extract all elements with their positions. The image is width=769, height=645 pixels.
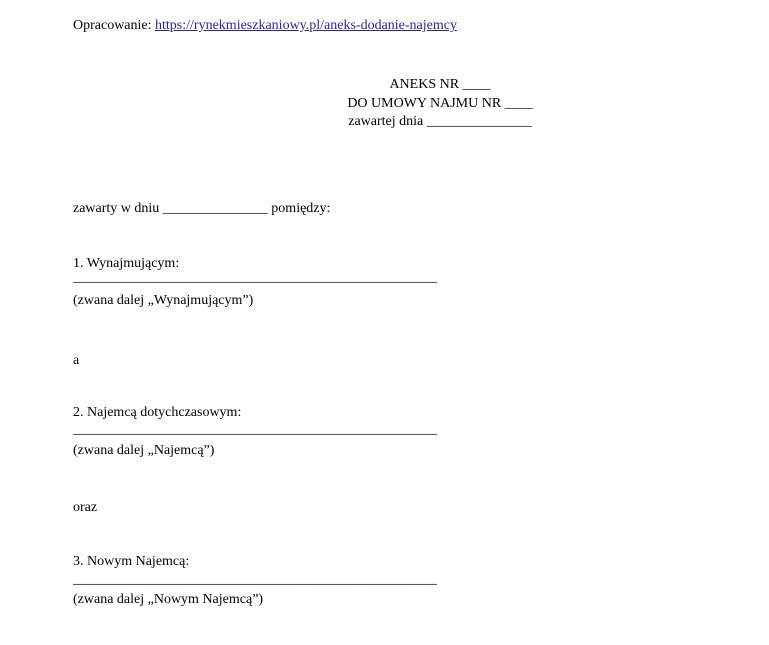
source-line: [73, 17, 457, 36]
party-3-fill-line: ____________________________________________________: [73, 572, 437, 587]
party-2-fill-line: ____________________________________________________: [73, 422, 437, 437]
document-title: [75, 76, 769, 132]
title-line-agreement-number: DO UMOWY NAJMU NR ____: [347, 95, 533, 111]
source-label: Opracowanie:: [73, 18, 156, 33]
source-link[interactable]: https://rynekmieszkaniowy.pl/aneks-dodanie-najemcy: [155, 18, 457, 33]
title-line-annex-number: ANEKS NR ____: [389, 77, 491, 92]
party-1-label: 1. Wynajmującym:: [73, 256, 180, 271]
title-line-concluded-date: zawartej dnia _______________: [348, 114, 532, 129]
party-3-alias: (zwana dalej „Nowym Najemcą”): [73, 592, 264, 607]
intro-line: zawarty w dniu _______________ pomiędzy:: [73, 201, 331, 216]
party-2-label: 2. Najemcą dotychczasowym:: [73, 405, 242, 420]
party-3-label: 3. Nowym Najemcą:: [73, 554, 190, 569]
party-2-alias: (zwana dalej „Najemcą”): [73, 443, 215, 458]
party-1-fill-line: ____________________________________________________: [73, 270, 437, 285]
connector-oraz: oraz: [73, 500, 98, 515]
party-1-alias: (zwana dalej „Wynajmującym”): [73, 293, 254, 308]
connector-and: a: [73, 353, 80, 368]
